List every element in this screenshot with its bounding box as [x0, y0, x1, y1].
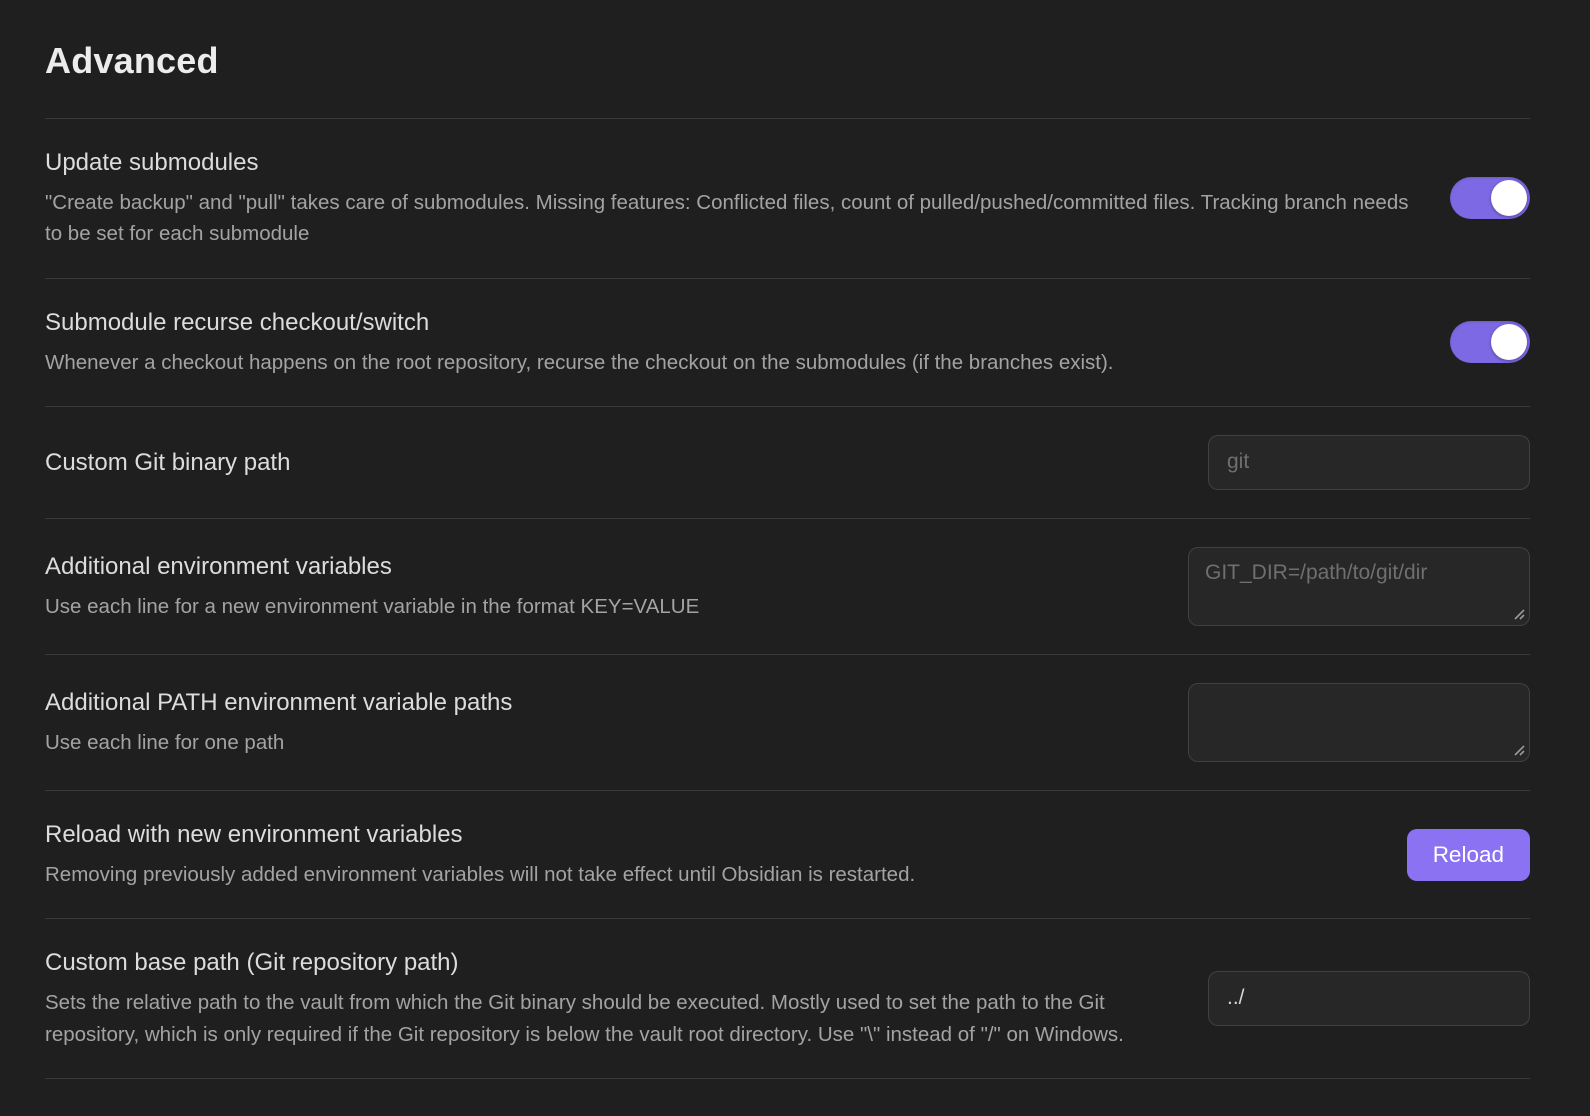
setting-item-update-submodules — [45, 118, 1530, 278]
setting-info — [45, 307, 1422, 378]
setting-control — [1450, 177, 1530, 219]
toggle-knob — [1491, 180, 1527, 216]
setting-description: Whenever a checkout happens on the root repository, recurse the checkout on the submodules (if the branches exist). — [45, 350, 1114, 374]
setting-name: Update submodules — [45, 149, 259, 176]
setting-name: Custom base path (Git repository path) — [45, 949, 459, 977]
setting-description: Use each line for a new environment variable in the format KEY=VALUE — [45, 594, 700, 618]
update-submodules-toggle[interactable] — [1450, 177, 1530, 219]
toggle-knob — [1491, 324, 1527, 360]
textarea-wrapper — [1188, 683, 1530, 762]
textarea-wrapper — [1188, 547, 1530, 626]
setting-info — [45, 147, 1422, 250]
setting-description: "Create backup" and "pull" takes care of submodules. Missing features: Conflicted files, count of pulled/pushed/committed files. Tracking branch needs to be set for each submodule — [45, 191, 1409, 246]
setting-info — [45, 819, 1379, 890]
setting-control — [1208, 435, 1530, 490]
setting-name: Reload with new environment variables — [45, 820, 463, 848]
page-title: Advanced — [45, 40, 219, 81]
setting-item-path-env-paths — [45, 654, 1530, 790]
setting-info — [45, 551, 1160, 622]
setting-name: Submodule recurse checkout/switch — [45, 308, 430, 336]
setting-info — [45, 947, 1180, 1050]
setting-info — [45, 687, 1160, 758]
setting-item-reload-env — [45, 790, 1530, 918]
setting-description: Removing previously added environment variables will not take effect until Obsidian is restarted. — [45, 863, 916, 887]
base-path-input[interactable] — [1208, 971, 1530, 1026]
setting-item-git-binary-path — [45, 406, 1530, 518]
env-variables-textarea[interactable] — [1188, 547, 1530, 626]
setting-name: Additional environment variables — [45, 552, 392, 580]
path-env-paths-textarea[interactable] — [1188, 683, 1530, 762]
setting-item-env-variables — [45, 518, 1530, 654]
setting-item-custom-base-path — [45, 918, 1530, 1078]
setting-info — [45, 447, 1180, 478]
setting-control — [1208, 971, 1530, 1026]
setting-control — [1407, 829, 1530, 881]
setting-item-submodule-recurse — [45, 278, 1530, 406]
setting-control — [1188, 683, 1530, 762]
setting-description: Use each line for one path — [45, 730, 285, 754]
setting-name: Additional PATH environment variable paths — [45, 688, 513, 716]
setting-name: Custom Git binary path — [45, 448, 291, 476]
divider — [45, 1078, 1530, 1079]
setting-description: Sets the relative path to the vault from which the Git binary should be executed. Mostly used to set the path to the Git repository, which is only required if the Git repository is below the vault root directory. Use "\" instead of "/" on Windows. — [45, 991, 1124, 1046]
git-binary-path-input[interactable] — [1208, 435, 1530, 490]
setting-control — [1188, 547, 1530, 626]
setting-control — [1450, 321, 1530, 363]
submodule-recurse-toggle[interactable] — [1450, 321, 1530, 363]
reload-button[interactable]: Reload — [1407, 829, 1530, 881]
